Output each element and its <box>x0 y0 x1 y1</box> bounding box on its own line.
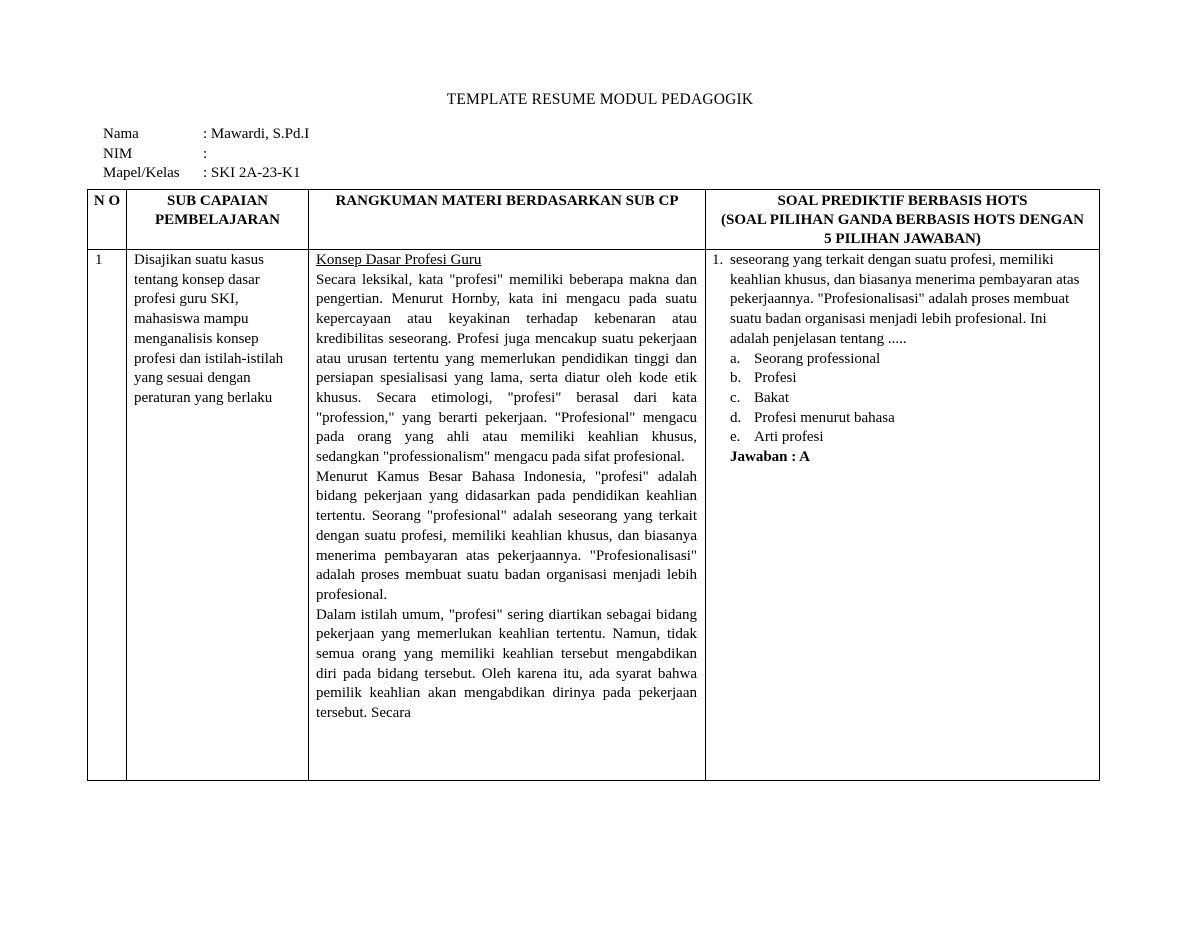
question-item <box>712 251 1089 468</box>
identity-value: : SKI 2A-23-K1 <box>203 165 301 182</box>
identity-row-mapel <box>103 164 309 184</box>
question-text: seseorang yang terkait dengan suatu profesi, memiliki keahlian khusus, dan biasanya menerima pembayaran atas pekerjaannya. "Profesionalisasi" adalah proses membuat suatu badan organisasi menjadi lebih profesional. Ini adalah penjelasan tentang ..... <box>730 252 1080 347</box>
identity-label: NIM <box>103 145 133 162</box>
option-letter: a. <box>730 350 741 367</box>
header-sub-cp: SUB CAPAIAN PEMBELAJARAN <box>127 190 309 250</box>
header-no: N O <box>88 190 127 250</box>
soal-cell <box>706 250 1100 781</box>
header-soal-line2: (SOAL PILIHAN GANDA BERBASIS HOTS DENGAN 5 PILIHAN JAWABAN) <box>721 212 1084 247</box>
identity-value: : Mawardi, S.Pd.I <box>203 126 310 142</box>
option-item <box>730 350 1089 370</box>
table-header-row <box>88 190 1100 250</box>
header-rangkuman: RANGKUMAN MATERI BERDASARKAN SUB CP <box>309 190 706 250</box>
identity-label: Nama <box>103 126 139 142</box>
option-item <box>730 428 1089 448</box>
identity-row-nim <box>103 145 309 165</box>
identity-row-nama <box>103 125 309 145</box>
rangkuman-paragraph: Secara leksikal, kata "profesi" memiliki beberapa makna dan pengertian. Menurut Hornby, kata ini mengacu pada suatu kepercayaan atau keyakinan terhadap kebenaran atau kredibilitas seseorang. Profesi juga mencakup suatu pekerjaan atau urusan tertentu yang memerlukan pendidikan tinggi dan persiapan spesialisasi yang lama, serta diatur oleh kode etik khusus. Secara etimologi, "profesi" berasal dari kata "profession," yang berarti pekerjaan. "Profesional" mengacu pada orang yang ahli atau memiliki keahlian khusus, sedangkan "professionalism" mengacu pada sifat profesional. <box>316 271 697 466</box>
option-letter: b. <box>730 370 742 387</box>
rangkuman-paragraph: Menurut Kamus Besar Bahasa Indonesia, "profesi" adalah bidang pekerjaan yang didasarkan pada pendidikan keahlian tertentu. Seorang "profesional" adalah seseorang yang terkait dengan suatu profesi, memiliki keahlian khusus, dan biasanya menerima pembayaran atas pekerjaannya. "Profesionalisasi" adalah proses membuat suatu badan organisasi menjadi lebih profesional. <box>316 468 697 603</box>
identity-label: Mapel/Kelas <box>103 165 180 182</box>
option-item <box>730 389 1089 409</box>
question-number: 1. <box>712 252 724 268</box>
table-row <box>88 250 1100 781</box>
option-letter: e. <box>730 429 741 446</box>
option-letter: d. <box>730 409 742 426</box>
rangkuman-paragraph: Dalam istilah umum, "profesi" sering diartikan sebagai bidang pekerjaan yang memerlukan keahlian tertentu. Namun, tidak semua orang yang memiliki keahlian tersebut mengabdikan diri pada bidang tersebut. Oleh karena itu, ada syarat bahwa pemilik keahlian akan mengabdikan dirinya pada pekerjaan tersebut. Secara <box>316 606 697 722</box>
identity-block <box>103 125 309 184</box>
answer-key: Jawaban : A <box>730 449 811 466</box>
document-title: TEMPLATE RESUME MODUL PEDAGOGIK <box>446 91 754 108</box>
rangkuman-cell <box>309 250 706 781</box>
row-number: 1 <box>88 250 127 781</box>
option-text: Profesi menurut bahasa <box>754 409 895 426</box>
option-text: Bakat <box>754 389 789 406</box>
sub-cp-text: Disajikan suatu kasus tentang konsep dasar profesi guru SKI, mahasiswa mampu menganalisis konsep profesi dan istilah-istilah yang sesuai dengan peraturan yang berlaku <box>127 250 309 781</box>
option-text: Seorang professional <box>754 350 881 367</box>
option-text: Arti profesi <box>754 429 824 446</box>
option-item <box>730 409 1089 429</box>
header-soal <box>706 190 1100 250</box>
option-item <box>730 369 1089 389</box>
option-letter: c. <box>730 389 741 406</box>
option-text: Profesi <box>754 370 797 387</box>
identity-value: : <box>203 145 208 162</box>
resume-table <box>87 189 1100 781</box>
header-soal-line1: SOAL PREDIKTIF BERBASIS HOTS <box>777 193 1028 209</box>
rangkuman-content <box>316 251 697 779</box>
question-body <box>730 251 1089 468</box>
rangkuman-heading: Konsep Dasar Profesi Guru <box>316 252 482 268</box>
